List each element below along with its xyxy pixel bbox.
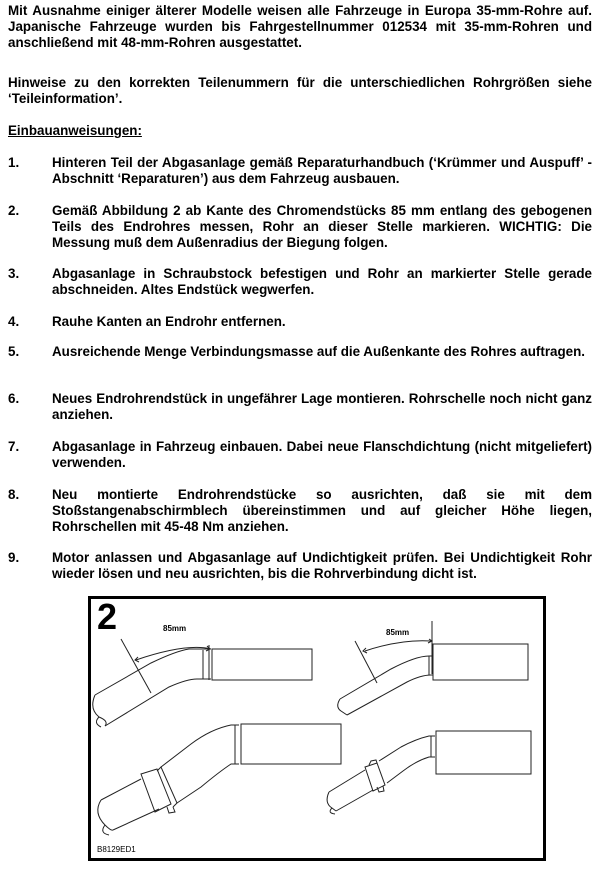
bend-upper-edge bbox=[379, 736, 435, 761]
step-number: 1. bbox=[8, 155, 20, 170]
tailpipe-installed-bottom-right bbox=[327, 731, 531, 814]
instruction-step bbox=[8, 344, 592, 360]
tailpipe-installed-bottom-left bbox=[98, 724, 341, 835]
tailpipe-diagram-top-right bbox=[338, 621, 528, 715]
intro-paragraph-part-numbers: Hinweise zu den korrekten Teilenummern für die unterschiedlichen Rohrgrößen siehe ‘Teileinformation’. bbox=[8, 75, 592, 106]
step-number: 6. bbox=[8, 391, 20, 406]
step-text: Ausreichende Menge Verbindungsmasse auf die Außenkante des Rohres auftragen. bbox=[52, 344, 586, 359]
clamp-bolt bbox=[167, 807, 175, 813]
figure-2-tailpipe-measurement bbox=[88, 596, 546, 861]
chrome-endpiece bbox=[241, 724, 341, 764]
step-number: 9. bbox=[8, 550, 20, 565]
pipe-lower-edge bbox=[347, 675, 433, 715]
step-text: Abgasanlage in Fahrzeug einbauen. Dabei neue Flanschdichtung (nicht mitgeliefert) verwenden. bbox=[52, 439, 592, 470]
instruction-step bbox=[8, 266, 592, 298]
instruction-step bbox=[8, 550, 592, 582]
cut-mark-line bbox=[355, 641, 377, 683]
step-number: 8. bbox=[8, 487, 20, 502]
step-text: Neues Endrohrendstück in ungefährer Lage montieren. Rohrschelle noch nicht ganz anziehen. bbox=[52, 391, 592, 422]
bend-lower-edge bbox=[387, 757, 435, 783]
bend-upper-edge bbox=[161, 725, 239, 767]
figure-number: 2 bbox=[97, 596, 118, 637]
pipe-clamp bbox=[141, 769, 171, 812]
step-number: 3. bbox=[8, 266, 20, 281]
pipe-lower-edge bbox=[113, 809, 159, 830]
step-text: Neu montierte Endrohrendstücke so ausrichten, daß sie mit dem Stoßstangenabschirmblech übereinstimmen und auf gleicher Höhe liegen, Rohrschellen mit 45-48 Nm anziehen. bbox=[52, 487, 592, 534]
pipe-clamp bbox=[365, 763, 385, 791]
bend-lower-edge bbox=[177, 764, 239, 803]
instructions-heading: Einbauanweisungen: bbox=[8, 123, 142, 138]
pipe-upper-edge bbox=[101, 779, 141, 800]
pipe-upper-edge bbox=[95, 649, 211, 695]
figure-illustration bbox=[91, 599, 543, 858]
dimension-label-left: 85mm bbox=[163, 624, 187, 633]
instruction-step bbox=[8, 391, 592, 423]
step-text: Abgasanlage in Schraubstock befestigen und Rohr an markierter Stelle gerade abschneiden. Altes Endstück wegwerfen. bbox=[52, 266, 592, 297]
step-number: 2. bbox=[8, 203, 20, 218]
instruction-step bbox=[8, 439, 592, 471]
intro-paragraph-tube-sizes: Mit Ausnahme einiger älterer Modelle weisen alle Fahrzeuge in Europa 35-mm-Rohre auf. Japanische Fahrzeuge wurden bis Fahrgestellnummer 012534 mit 35-mm-Rohren und anschließend mit 48-mm-Rohren ausgestattet. bbox=[8, 3, 592, 50]
pipe-cut-end bbox=[93, 695, 106, 726]
step-text: Motor anlassen und Abgasanlage auf Undichtigkeit prüfen. Bei Undichtigkeit Rohr wieder lösen und neu ausrichten, bis die Rohrverbindung dicht ist. bbox=[52, 550, 592, 581]
instruction-step bbox=[8, 203, 592, 251]
instruction-step bbox=[8, 487, 592, 535]
pipe-upper-edge bbox=[329, 770, 365, 792]
instruction-step bbox=[8, 314, 592, 330]
pipe-lower-edge bbox=[336, 790, 373, 811]
step-text: Rauhe Kanten an Endrohr entfernen. bbox=[52, 314, 286, 329]
chrome-endpiece bbox=[212, 649, 312, 680]
dimension-label-right: 85mm bbox=[386, 628, 410, 637]
dimension-arc bbox=[365, 641, 431, 651]
step-number: 7. bbox=[8, 439, 20, 454]
chrome-endpiece bbox=[436, 731, 531, 774]
step-number: 4. bbox=[8, 314, 20, 329]
pipe-lower-edge bbox=[105, 679, 211, 726]
step-text: Gemäß Abbildung 2 ab Kante des Chromendstücks 85 mm entlang des gebogenen Teils des Endrohres messen, Rohr an dieser Stelle markieren. WICHTIG: Die Messung muß dem Außenradius der Biegung folgen. bbox=[52, 203, 592, 250]
figure-code: B8129ED1 bbox=[97, 845, 136, 854]
instruction-step bbox=[8, 155, 592, 187]
tailpipe-diagram-top-left bbox=[93, 639, 312, 727]
step-text: Hinteren Teil der Abgasanlage gemäß Reparaturhandbuch (‘Krümmer und Auspuff’ - Abschnitt ‘Reparaturen’) aus dem Fahrzeug ausbauen. bbox=[52, 155, 592, 186]
chrome-endpiece bbox=[433, 644, 528, 680]
step-number: 5. bbox=[8, 344, 20, 359]
